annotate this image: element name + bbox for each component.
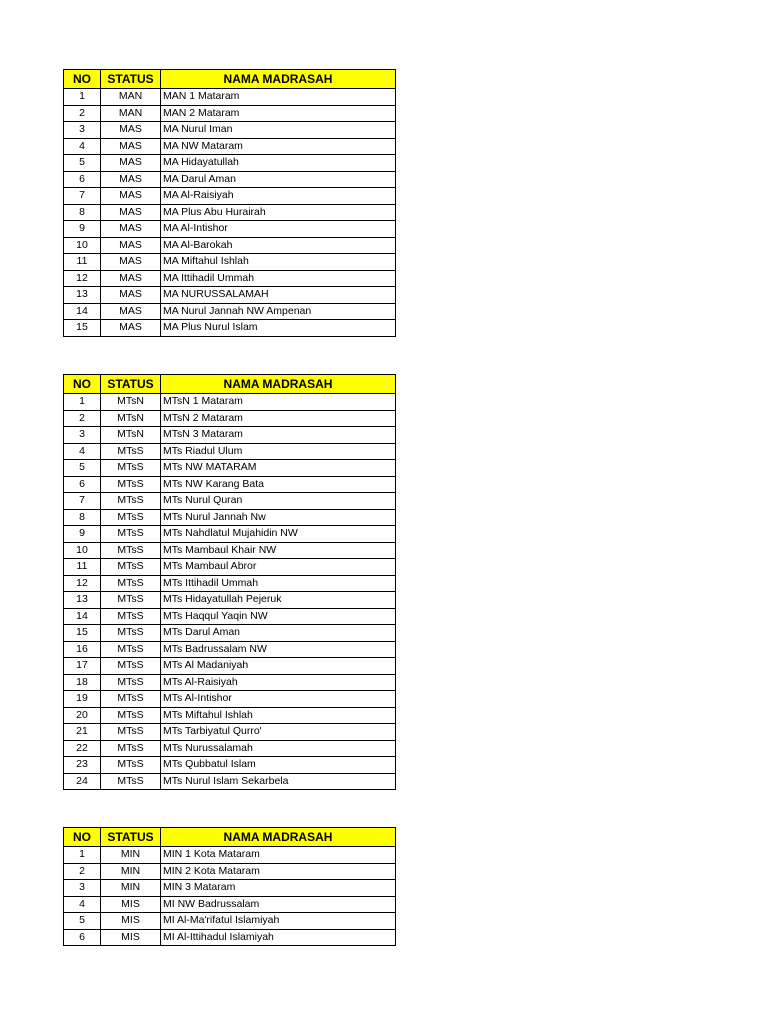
- status-cell: MIN: [101, 863, 161, 880]
- madrasah-name-cell: MTs NW MATARAM: [161, 460, 396, 477]
- row-number-cell: 6: [64, 929, 101, 946]
- row-number-cell: 12: [64, 270, 101, 287]
- header-no: NO: [64, 375, 101, 394]
- row-number-cell: 3: [64, 122, 101, 139]
- row-number-cell: 2: [64, 105, 101, 122]
- row-number-cell: 3: [64, 880, 101, 897]
- table-row: [64, 707, 396, 724]
- table-row: [64, 394, 396, 411]
- table-row: [64, 608, 396, 625]
- table-row: [64, 526, 396, 543]
- status-cell: MIN: [101, 847, 161, 864]
- row-number-cell: 20: [64, 707, 101, 724]
- status-cell: MTsS: [101, 724, 161, 741]
- table-row: [64, 509, 396, 526]
- madrasah-name-cell: MTs Al-Raisiyah: [161, 674, 396, 691]
- header-status: STATUS: [101, 375, 161, 394]
- status-cell: MTsS: [101, 476, 161, 493]
- madrasah-name-cell: MTs Badrussalam NW: [161, 641, 396, 658]
- madrasah-name-cell: MTs Nurul Quran: [161, 493, 396, 510]
- madrasah-name-cell: MIN 1 Kota Mataram: [161, 847, 396, 864]
- status-cell: MIN: [101, 880, 161, 897]
- status-cell: MAS: [101, 270, 161, 287]
- row-number-cell: 7: [64, 188, 101, 205]
- row-number-cell: 2: [64, 410, 101, 427]
- table-row: [64, 287, 396, 304]
- status-cell: MAS: [101, 303, 161, 320]
- table-row: [64, 476, 396, 493]
- status-cell: MTsS: [101, 707, 161, 724]
- status-cell: MAN: [101, 105, 161, 122]
- row-number-cell: 7: [64, 493, 101, 510]
- table-row: [64, 303, 396, 320]
- row-number-cell: 2: [64, 863, 101, 880]
- madrasah-name-cell: MTs Nurussalamah: [161, 740, 396, 757]
- table-row: [64, 658, 396, 675]
- status-cell: MTsS: [101, 773, 161, 790]
- status-cell: MTsS: [101, 757, 161, 774]
- row-number-cell: 14: [64, 303, 101, 320]
- madrasah-name-cell: MA Nurul Jannah NW Ampenan: [161, 303, 396, 320]
- status-cell: MTsS: [101, 559, 161, 576]
- table-row: [64, 460, 396, 477]
- table-row: [64, 171, 396, 188]
- header-row: [64, 828, 396, 847]
- status-cell: MAN: [101, 89, 161, 106]
- table-row: [64, 122, 396, 139]
- status-cell: MTsN: [101, 394, 161, 411]
- status-cell: MTsS: [101, 575, 161, 592]
- table-row: [64, 691, 396, 708]
- table-row: [64, 254, 396, 271]
- status-cell: MTsS: [101, 509, 161, 526]
- madrasah-name-cell: MTs Nurul Jannah Nw: [161, 509, 396, 526]
- row-number-cell: 4: [64, 443, 101, 460]
- madrasah-name-cell: MTs Miftahul Ishlah: [161, 707, 396, 724]
- madrasah-name-cell: MAN 2 Mataram: [161, 105, 396, 122]
- madrasah-ibtidaiyah-table: [63, 827, 396, 946]
- madrasah-name-cell: MTs Ittihadil Ummah: [161, 575, 396, 592]
- table-row: [64, 221, 396, 238]
- row-number-cell: 13: [64, 592, 101, 609]
- table-row: [64, 773, 396, 790]
- madrasah-name-cell: MIN 2 Kota Mataram: [161, 863, 396, 880]
- status-cell: MTsS: [101, 740, 161, 757]
- row-number-cell: 22: [64, 740, 101, 757]
- status-cell: MTsS: [101, 493, 161, 510]
- table-row: [64, 724, 396, 741]
- status-cell: MAS: [101, 237, 161, 254]
- status-cell: MTsS: [101, 592, 161, 609]
- status-cell: MAS: [101, 122, 161, 139]
- table-row: [64, 641, 396, 658]
- table-row: [64, 138, 396, 155]
- madrasah-name-cell: MIN 3 Mataram: [161, 880, 396, 897]
- table-row: [64, 757, 396, 774]
- status-cell: MTsS: [101, 641, 161, 658]
- status-cell: MIS: [101, 896, 161, 913]
- table-row: [64, 105, 396, 122]
- row-number-cell: 24: [64, 773, 101, 790]
- madrasah-name-cell: MA Al-Intishor: [161, 221, 396, 238]
- header-row: [64, 375, 396, 394]
- madrasah-name-cell: MAN 1 Mataram: [161, 89, 396, 106]
- madrasah-name-cell: MTs Nahdlatul Mujahidin NW: [161, 526, 396, 543]
- table-row: [64, 625, 396, 642]
- row-number-cell: 5: [64, 155, 101, 172]
- row-number-cell: 10: [64, 542, 101, 559]
- table-row: [64, 674, 396, 691]
- status-cell: MAS: [101, 138, 161, 155]
- table-row: [64, 575, 396, 592]
- status-cell: MAS: [101, 155, 161, 172]
- madrasah-name-cell: MI Al-Ittihadul Islamiyah: [161, 929, 396, 946]
- table-row: [64, 204, 396, 221]
- madrasah-name-cell: MTs Nurul Islam Sekarbela: [161, 773, 396, 790]
- row-number-cell: 15: [64, 320, 101, 337]
- madrasah-name-cell: MTs Al Madaniyah: [161, 658, 396, 675]
- header-row: [64, 70, 396, 89]
- table-row: [64, 410, 396, 427]
- table-row: [64, 320, 396, 337]
- status-cell: MAS: [101, 204, 161, 221]
- row-number-cell: 11: [64, 559, 101, 576]
- row-number-cell: 1: [64, 89, 101, 106]
- status-cell: MAS: [101, 320, 161, 337]
- madrasah-name-cell: MA Ittihadil Ummah: [161, 270, 396, 287]
- madrasah-name-cell: MTsN 2 Mataram: [161, 410, 396, 427]
- status-cell: MAS: [101, 221, 161, 238]
- table-row: [64, 880, 396, 897]
- madrasah-name-cell: MTs Haqqul Yaqin NW: [161, 608, 396, 625]
- row-number-cell: 9: [64, 221, 101, 238]
- row-number-cell: 1: [64, 394, 101, 411]
- madrasah-name-cell: MA NW Mataram: [161, 138, 396, 155]
- status-cell: MAS: [101, 254, 161, 271]
- table-row: [64, 427, 396, 444]
- madrasah-name-cell: MTs Qubbatul Islam: [161, 757, 396, 774]
- status-cell: MTsS: [101, 608, 161, 625]
- row-number-cell: 17: [64, 658, 101, 675]
- status-cell: MTsS: [101, 658, 161, 675]
- row-number-cell: 23: [64, 757, 101, 774]
- table-row: [64, 559, 396, 576]
- header-nama-madrasah: NAMA MADRASAH: [161, 828, 396, 847]
- row-number-cell: 6: [64, 171, 101, 188]
- row-number-cell: 1: [64, 847, 101, 864]
- table-row: [64, 896, 396, 913]
- madrasah-name-cell: MTs Tarbiyatul Qurro': [161, 724, 396, 741]
- table-row: [64, 592, 396, 609]
- madrasah-name-cell: MTsN 1 Mataram: [161, 394, 396, 411]
- madrasah-name-cell: MA Plus Abu Hurairah: [161, 204, 396, 221]
- table-row: [64, 740, 396, 757]
- madrasah-name-cell: MI NW Badrussalam: [161, 896, 396, 913]
- row-number-cell: 5: [64, 913, 101, 930]
- madrasah-name-cell: MTs Hidayatullah Pejeruk: [161, 592, 396, 609]
- status-cell: MTsS: [101, 526, 161, 543]
- table-row: [64, 443, 396, 460]
- row-number-cell: 15: [64, 625, 101, 642]
- madrasah-name-cell: MI Al-Ma'rifatul Islamiyah: [161, 913, 396, 930]
- madrasah-aliyah-table: [63, 69, 396, 337]
- status-cell: MAS: [101, 287, 161, 304]
- status-cell: MTsS: [101, 542, 161, 559]
- madrasah-tsanawiyah-table: [63, 374, 396, 790]
- table-row: [64, 913, 396, 930]
- table-row: [64, 89, 396, 106]
- madrasah-name-cell: MTs Riadul Ulum: [161, 443, 396, 460]
- table-row: [64, 237, 396, 254]
- row-number-cell: 21: [64, 724, 101, 741]
- row-number-cell: 13: [64, 287, 101, 304]
- row-number-cell: 18: [64, 674, 101, 691]
- table-row: [64, 270, 396, 287]
- header-nama-madrasah: NAMA MADRASAH: [161, 375, 396, 394]
- row-number-cell: 8: [64, 204, 101, 221]
- row-number-cell: 9: [64, 526, 101, 543]
- madrasah-name-cell: MA Al-Raisiyah: [161, 188, 396, 205]
- madrasah-name-cell: MTs Al-Intishor: [161, 691, 396, 708]
- status-cell: MAS: [101, 188, 161, 205]
- row-number-cell: 4: [64, 138, 101, 155]
- table-row: [64, 188, 396, 205]
- status-cell: MIS: [101, 929, 161, 946]
- row-number-cell: 5: [64, 460, 101, 477]
- row-number-cell: 11: [64, 254, 101, 271]
- row-number-cell: 8: [64, 509, 101, 526]
- madrasah-name-cell: MTs NW Karang Bata: [161, 476, 396, 493]
- header-nama-madrasah: NAMA MADRASAH: [161, 70, 396, 89]
- madrasah-name-cell: MA Miftahul Ishlah: [161, 254, 396, 271]
- table-row: [64, 847, 396, 864]
- status-cell: MIS: [101, 913, 161, 930]
- row-number-cell: 10: [64, 237, 101, 254]
- row-number-cell: 12: [64, 575, 101, 592]
- status-cell: MTsS: [101, 674, 161, 691]
- table-row: [64, 155, 396, 172]
- status-cell: MTsS: [101, 691, 161, 708]
- madrasah-name-cell: MA Al-Barokah: [161, 237, 396, 254]
- status-cell: MTsS: [101, 443, 161, 460]
- header-status: STATUS: [101, 828, 161, 847]
- table-row: [64, 493, 396, 510]
- row-number-cell: 19: [64, 691, 101, 708]
- status-cell: MTsS: [101, 460, 161, 477]
- header-no: NO: [64, 70, 101, 89]
- status-cell: MTsN: [101, 427, 161, 444]
- row-number-cell: 4: [64, 896, 101, 913]
- madrasah-name-cell: MA Hidayatullah: [161, 155, 396, 172]
- header-no: NO: [64, 828, 101, 847]
- header-status: STATUS: [101, 70, 161, 89]
- row-number-cell: 14: [64, 608, 101, 625]
- status-cell: MTsN: [101, 410, 161, 427]
- status-cell: MAS: [101, 171, 161, 188]
- madrasah-name-cell: MTs Mambaul Khair NW: [161, 542, 396, 559]
- row-number-cell: 6: [64, 476, 101, 493]
- status-cell: MTsS: [101, 625, 161, 642]
- table-row: [64, 542, 396, 559]
- table-row: [64, 929, 396, 946]
- madrasah-name-cell: MA Plus Nurul Islam: [161, 320, 396, 337]
- madrasah-name-cell: MTs Darul Aman: [161, 625, 396, 642]
- madrasah-name-cell: MTsN 3 Mataram: [161, 427, 396, 444]
- madrasah-name-cell: MTs Mambaul Abror: [161, 559, 396, 576]
- row-number-cell: 16: [64, 641, 101, 658]
- madrasah-name-cell: MA NURUSSALAMAH: [161, 287, 396, 304]
- row-number-cell: 3: [64, 427, 101, 444]
- madrasah-name-cell: MA Nurul Iman: [161, 122, 396, 139]
- table-row: [64, 863, 396, 880]
- madrasah-name-cell: MA Darul Aman: [161, 171, 396, 188]
